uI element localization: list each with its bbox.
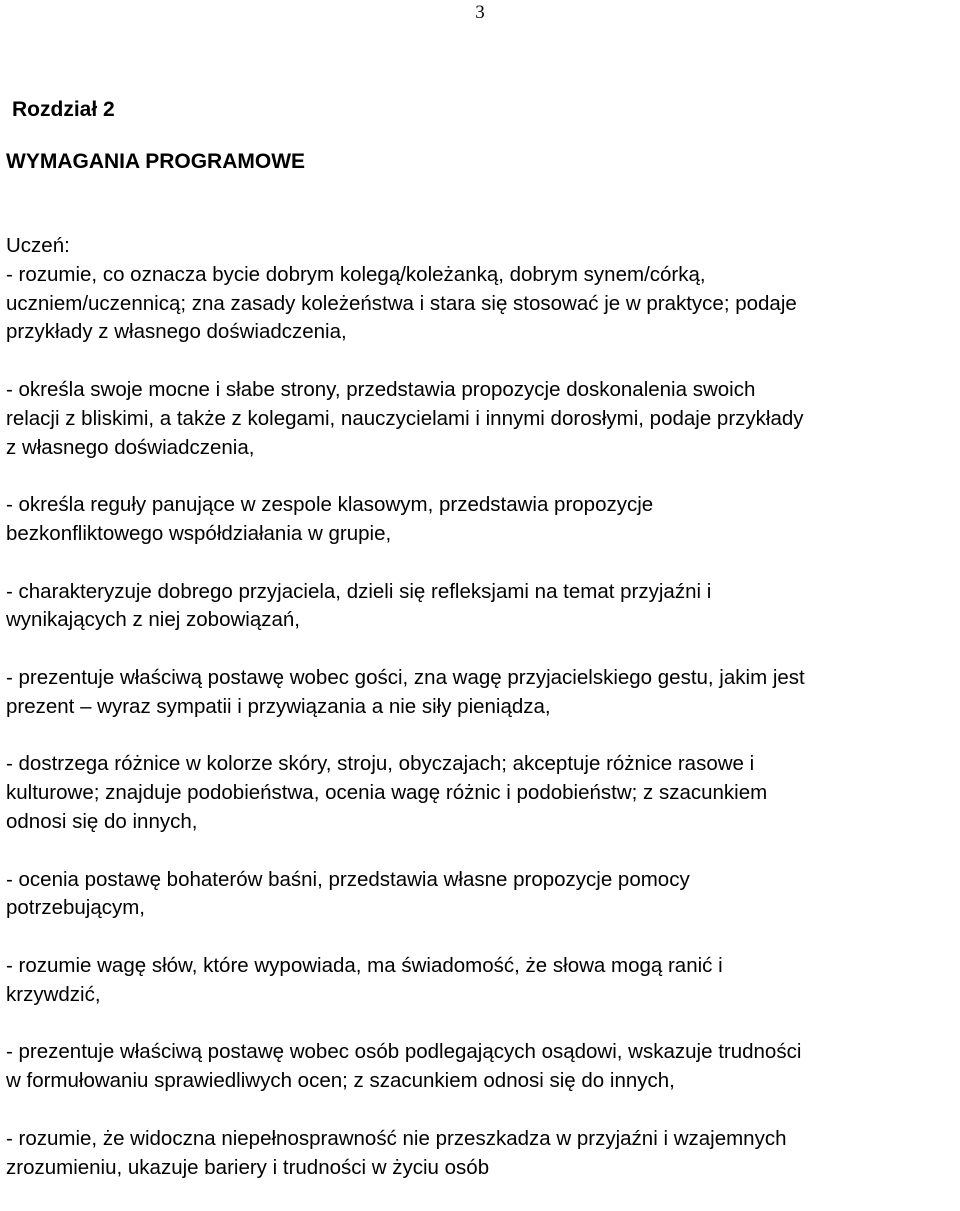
requirement-item <box>6 261 956 347</box>
requirement-item <box>6 952 956 1010</box>
item-line: bezkonfliktowego współdziałania w grupie, <box>6 521 392 545</box>
page-number: 3 <box>475 2 485 23</box>
item-line: wynikających z niej zobowiązań, <box>6 608 300 632</box>
item-line: z własnego doświadczenia, <box>6 435 255 459</box>
item-line: odnosi się do innych, <box>6 809 198 833</box>
item-line: potrzebującym, <box>6 896 146 920</box>
requirement-item <box>6 578 956 636</box>
item-line: przykłady z własnego doświadczenia, <box>6 320 347 344</box>
requirement-item <box>6 866 956 924</box>
section-title: WYMAGANIA PROGRAMOWE <box>6 150 306 173</box>
item-line: - rozumie, co oznacza bycie dobrym kolegą/koleżanką, dobrym synem/córką, <box>6 262 706 286</box>
requirement-item <box>6 491 956 549</box>
item-line: - określa reguły panujące w zespole klasowym, przedstawia propozycje <box>6 493 654 517</box>
item-line: kulturowe; znajduje podobieństwa, ocenia wagę różnic i podobieństw; z szacunkiem <box>6 781 768 805</box>
requirements-body <box>6 232 956 1211</box>
item-line: uczniem/uczennicą; zna zasady koleżeństwa i stara się stosować je w praktyce; podaje <box>6 291 797 315</box>
item-line: - ocenia postawę bohaterów baśni, przedstawia własne propozycje pomocy <box>6 867 690 891</box>
item-line: prezent – wyraz sympatii i przywiązania a nie siły pieniądza, <box>6 694 551 718</box>
item-line: - prezentuje właściwą postawę wobec gości, zna wagę przyjacielskiego gestu, jakim jest <box>6 665 805 689</box>
intro-label: Uczeń: <box>6 234 70 257</box>
item-line: - rozumie, że widoczna niepełnosprawność nie przeszkadza w przyjaźni i wzajemnych <box>6 1126 787 1150</box>
item-line: - określa swoje mocne i słabe strony, przedstawia propozycje doskonalenia swoich <box>6 377 756 401</box>
item-line: krzywdzić, <box>6 982 101 1006</box>
requirement-item <box>6 664 956 722</box>
requirement-item <box>6 376 956 462</box>
item-line: - prezentuje właściwą postawę wobec osób podlegających osądowi, wskazuje trudności <box>6 1040 802 1064</box>
item-line: relacji z bliskimi, a także z kolegami, nauczycielami i innymi dorosłymi, podaje przykłady <box>6 406 804 430</box>
item-line: - charakteryzuje dobrego przyjaciela, dzieli się refleksjami na temat przyjaźni i <box>6 579 712 603</box>
item-line: zrozumieniu, ukazuje bariery i trudności w życiu osób <box>6 1155 490 1179</box>
item-line: - dostrzega różnice w kolorze skóry, stroju, obyczajach; akceptuje różnice rasowe i <box>6 752 755 776</box>
item-line: - rozumie wagę słów, które wypowiada, ma świadomość, że słowa mogą ranić i <box>6 953 723 977</box>
requirement-item <box>6 750 956 836</box>
chapter-heading: Rozdział 2 <box>12 98 115 121</box>
requirement-item <box>6 1038 956 1096</box>
item-line: w formułowaniu sprawiedliwych ocen; z szacunkiem odnosi się do innych, <box>6 1069 675 1093</box>
requirement-item <box>6 1125 956 1183</box>
